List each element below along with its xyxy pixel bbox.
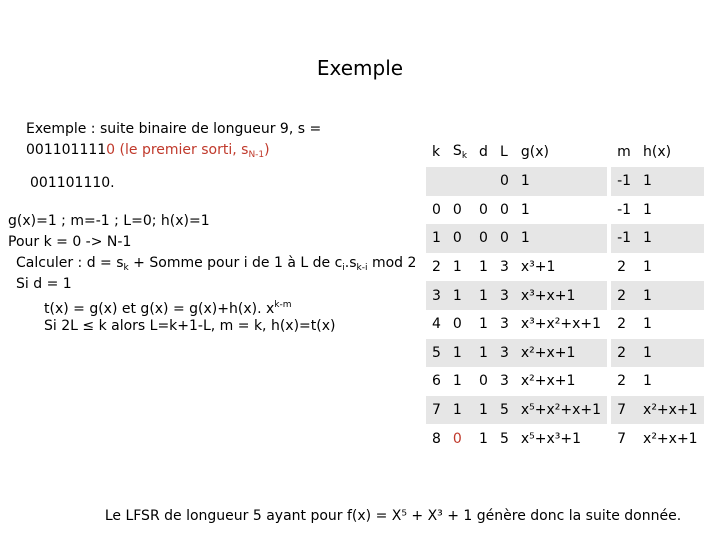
cell-k: 7 xyxy=(426,396,447,425)
cell-g: x⁵+x³+1 xyxy=(520,430,582,447)
cell-m: 7 xyxy=(617,430,626,447)
algorithm-block xyxy=(8,211,416,337)
table-row xyxy=(426,310,704,339)
cell-k: 8 xyxy=(432,430,441,447)
table-row xyxy=(426,281,704,310)
table-row xyxy=(426,367,704,396)
cell-d: 0 xyxy=(479,201,488,218)
cell-d: 1 xyxy=(473,281,494,310)
cell-d: 1 xyxy=(479,259,488,276)
table-body xyxy=(426,196,704,453)
cell-h: 1 xyxy=(643,259,652,276)
cell-d: 1 xyxy=(479,430,488,447)
intro-seq-black: 001101111 xyxy=(26,142,107,158)
table-row xyxy=(426,424,704,453)
cell-L: 3 xyxy=(494,339,515,368)
cell-k: 4 xyxy=(432,316,441,333)
cell-g: x³+1 xyxy=(520,259,556,276)
cell-s: 1 xyxy=(447,281,473,310)
algo-sup: k-m xyxy=(274,300,292,310)
cell-k: 3 xyxy=(426,281,447,310)
init-s xyxy=(447,167,473,196)
cell-d: 1 xyxy=(473,396,494,425)
algo-line-loop: Pour k = 0 -> N-1 xyxy=(8,234,132,250)
cell-k: 2 xyxy=(432,259,441,276)
cell-L: 3 xyxy=(499,373,509,390)
cell-s: 0 xyxy=(452,316,462,333)
cell-L: 0 xyxy=(494,224,515,253)
intro-line-2 xyxy=(26,140,321,166)
table-row xyxy=(426,339,704,368)
algo-line-update xyxy=(8,295,416,316)
cell-h: 1 xyxy=(637,224,704,253)
algo-text: + Somme pour i de 1 à L de c xyxy=(128,255,343,271)
cell-L: 3 xyxy=(494,281,515,310)
cell-m: -1 xyxy=(617,201,632,218)
table-row xyxy=(426,196,704,225)
cell-g: x²+x+1 xyxy=(520,373,576,390)
init-L: 0 xyxy=(494,167,515,196)
conclusion-text: Le LFSR de longueur 5 ayant pour f(x) = X⁵ + X³ + 1 génère donc la suite donnée. xyxy=(104,508,682,524)
intro-line-1: Exemple : suite binaire de longueur 9, s = xyxy=(26,121,322,137)
cell-g: x³+x²+x+1 xyxy=(520,316,602,333)
init-k xyxy=(426,167,447,196)
init-d xyxy=(473,167,494,196)
header-h: h(x) xyxy=(643,144,672,160)
cell-L: 0 xyxy=(499,201,509,218)
cell-h: x²+x+1 xyxy=(637,396,704,425)
init-g: 1 xyxy=(515,167,607,196)
cell-k: 6 xyxy=(432,373,441,390)
cell-d: 1 xyxy=(479,316,488,333)
header-g: g(x) xyxy=(520,144,549,160)
cell-s: 0 xyxy=(447,224,473,253)
cell-s: 1 xyxy=(447,339,473,368)
cell-L: 3 xyxy=(499,259,509,276)
table-row xyxy=(426,253,704,282)
cell-g: 1 xyxy=(520,201,530,218)
table-init-row xyxy=(426,167,704,196)
cell-s: 0 xyxy=(452,430,462,447)
cell-s: 1 xyxy=(452,259,462,276)
algo-text: .s xyxy=(344,255,357,271)
cell-m: 7 xyxy=(611,396,637,425)
berlekamp-table xyxy=(426,137,704,453)
cell-L: 5 xyxy=(499,430,509,447)
algo-line-cond: Si 2L ≤ k alors L=k+1-L, m = k, h(x)=t(x) xyxy=(44,318,336,334)
cell-m: 2 xyxy=(611,281,637,310)
cell-d: 0 xyxy=(479,373,488,390)
intro-red-close: ) xyxy=(264,142,270,158)
header-s-letter: S xyxy=(452,143,462,159)
cell-g: x³+x+1 xyxy=(515,281,607,310)
algo-line-compute xyxy=(8,253,416,274)
header-k: k xyxy=(432,144,441,160)
algo-text: mod 2 xyxy=(367,255,417,271)
cell-m: 2 xyxy=(617,259,626,276)
algo-sub: k xyxy=(123,263,129,273)
cell-m: 2 xyxy=(617,316,626,333)
cell-g: x⁵+x²+x+1 xyxy=(515,396,607,425)
algo-line-if: Si d = 1 xyxy=(16,276,72,292)
table-row xyxy=(426,224,704,253)
header-s-sub: k xyxy=(461,151,468,161)
cell-m: 2 xyxy=(617,373,626,390)
header-L: L xyxy=(499,144,508,160)
cell-g: x²+x+1 xyxy=(515,339,607,368)
algo-sub: k-i xyxy=(356,263,368,273)
init-h: 1 xyxy=(637,167,704,196)
algo-text: Calculer : d = s xyxy=(16,255,124,271)
cell-d: 0 xyxy=(473,224,494,253)
cell-h: 1 xyxy=(643,201,652,218)
cell-d: 1 xyxy=(473,339,494,368)
intro-red-sub: N-1 xyxy=(248,150,265,160)
cell-h: 1 xyxy=(643,316,652,333)
cell-k: 0 xyxy=(432,201,441,218)
cell-h: x²+x+1 xyxy=(643,430,698,447)
table-header-row xyxy=(426,137,704,167)
header-d: d xyxy=(479,144,488,160)
cell-L: 3 xyxy=(499,316,509,333)
cell-h: 1 xyxy=(637,281,704,310)
cell-g: 1 xyxy=(515,224,607,253)
cell-m: -1 xyxy=(611,224,637,253)
cell-m: 2 xyxy=(611,339,637,368)
cell-h: 1 xyxy=(643,373,652,390)
algo-text: t(x) = g(x) et g(x) = g(x)+h(x). x xyxy=(44,301,275,317)
algo-sub: i xyxy=(342,263,345,273)
intro-red-note: (le premier sorti, s xyxy=(115,142,249,158)
algo-line-init: g(x)=1 ; m=-1 ; L=0; h(x)=1 xyxy=(8,213,210,229)
header-s xyxy=(447,137,473,167)
intro-text xyxy=(26,119,321,166)
init-m: -1 xyxy=(611,167,637,196)
header-m: m xyxy=(617,144,631,160)
table-row xyxy=(426,396,704,425)
cell-s: 1 xyxy=(447,396,473,425)
intro-seq-red-digit: 0 xyxy=(106,142,116,158)
cell-h: 1 xyxy=(637,339,704,368)
sequence-text: 001101110. xyxy=(30,175,115,191)
cell-k: 5 xyxy=(426,339,447,368)
slide-title: Exemple xyxy=(316,56,404,80)
cell-L: 5 xyxy=(494,396,515,425)
cell-s: 1 xyxy=(452,373,462,390)
cell-s: 0 xyxy=(452,201,462,218)
cell-k: 1 xyxy=(426,224,447,253)
